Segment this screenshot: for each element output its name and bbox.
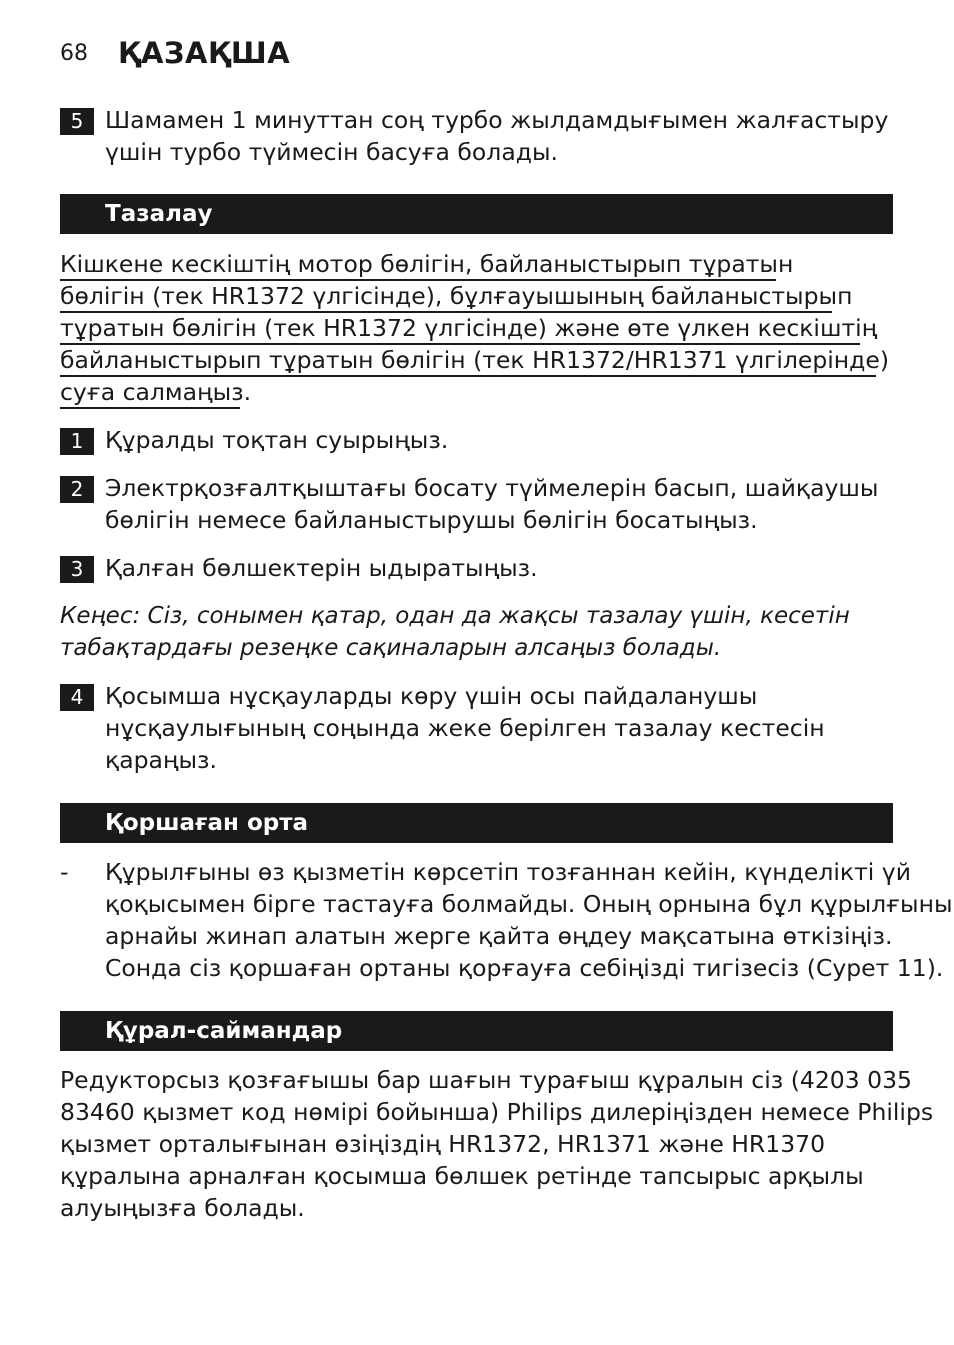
section-title: Құрал-саймандар: [105, 1018, 343, 1044]
section-header-environment: [60, 803, 893, 843]
step-text-line: Электрқозғалтқыштағы босату түймелерін басып, шайқаушы: [105, 474, 879, 502]
step-text-line: нұсқаулығының соңында жеке берілген тазалау кестесін: [105, 714, 825, 742]
section-header-cleaning: [60, 194, 893, 234]
tip-note: [60, 600, 850, 664]
step-text-line: Қалған бөлшектерін ыдыратыңыз.: [105, 554, 538, 582]
paragraph-line: алуыңызға болады.: [60, 1194, 305, 1222]
step-text-line: Құралды тоқтан суырыңыз.: [105, 426, 449, 454]
warning-block: [60, 248, 890, 408]
warning-line: суға салмаңыз.: [60, 376, 876, 408]
step-text-line: қараңыз.: [105, 746, 217, 774]
warning-line: Кішкене кескіштің мотор бөлігін, байланыстырып тұратын: [60, 248, 876, 280]
page-language-title: ҚАЗАҚША: [118, 36, 291, 70]
tip-line: Кеңес: Сіз, сонымен қатар, одан да жақсы тазалау үшін, кесетін: [60, 603, 850, 629]
section-title: Тазалау: [105, 201, 213, 227]
step-number-badge: 2: [60, 476, 94, 503]
page-number: 68: [60, 41, 88, 66]
warning-line: тұратын бөлігін (тек HR1372 үлгісінде) және өте үлкен кескіштің: [60, 312, 876, 344]
warning-line: бөлігін (тек HR1372 үлгісінде), бұлғауышының байланыстырып: [60, 280, 876, 312]
paragraph-line: қызмет орталығынан өзіңіздің HR1372, HR1371 және HR1370: [60, 1130, 826, 1158]
paragraph-line: 83460 қызмет код нөмірі бойынша) Philips дилеріңізден немесе Philips: [60, 1098, 934, 1126]
paragraph-line: құралына арналған қосымша бөлшек ретінде тапсырыс арқылы: [60, 1162, 864, 1190]
warning-line: байланыстырып тұратын бөлігін (тек HR1372/HR1371 үлгілерінде): [60, 344, 876, 376]
step-number-badge: 4: [60, 684, 94, 711]
bullet-line: арнайы жинап алатын жерге қайта өңдеу мақсатына өткізіңіз.: [105, 922, 893, 950]
step-text-line: бөлігін немесе байланыстырушы бөлігін босатыңыз.: [105, 506, 758, 534]
step-text-line: үшін турбо түймесін басуға болады.: [105, 138, 558, 166]
step-text-line: Шамамен 1 минуттан соң турбо жылдамдығымен жалғастыру: [105, 106, 889, 134]
tip-line: табақтардағы резеңке сақиналарын алсаңыз болады.: [60, 635, 722, 661]
bullet-line: Құрылғыны өз қызметін көрсетіп тозғаннан кейін, күнделікті үй: [105, 858, 911, 886]
step-number-badge: 1: [60, 428, 94, 455]
accessories-paragraph: [60, 1064, 933, 1224]
bullet-line: қоқысымен бірге тастауға болмайды. Оның орнына бұл құрылғыны: [105, 890, 953, 918]
bullet-dash: -: [60, 858, 69, 886]
section-title: Қоршаған орта: [105, 810, 309, 836]
section-header-accessories: [60, 1011, 893, 1051]
step-number-badge: 5: [60, 108, 94, 135]
bullet-line: Сонда сіз қоршаған ортаны қорғауға себіңізді тигізесіз (Сурет 11).: [105, 954, 944, 982]
step-text-line: Қосымша нұсқауларды көру үшін осы пайдаланушы: [105, 682, 758, 710]
step-number-badge: 3: [60, 556, 94, 583]
paragraph-line: Редукторсыз қозғағышы бар шағын турағыш құралын сіз (4203 035: [60, 1066, 913, 1094]
